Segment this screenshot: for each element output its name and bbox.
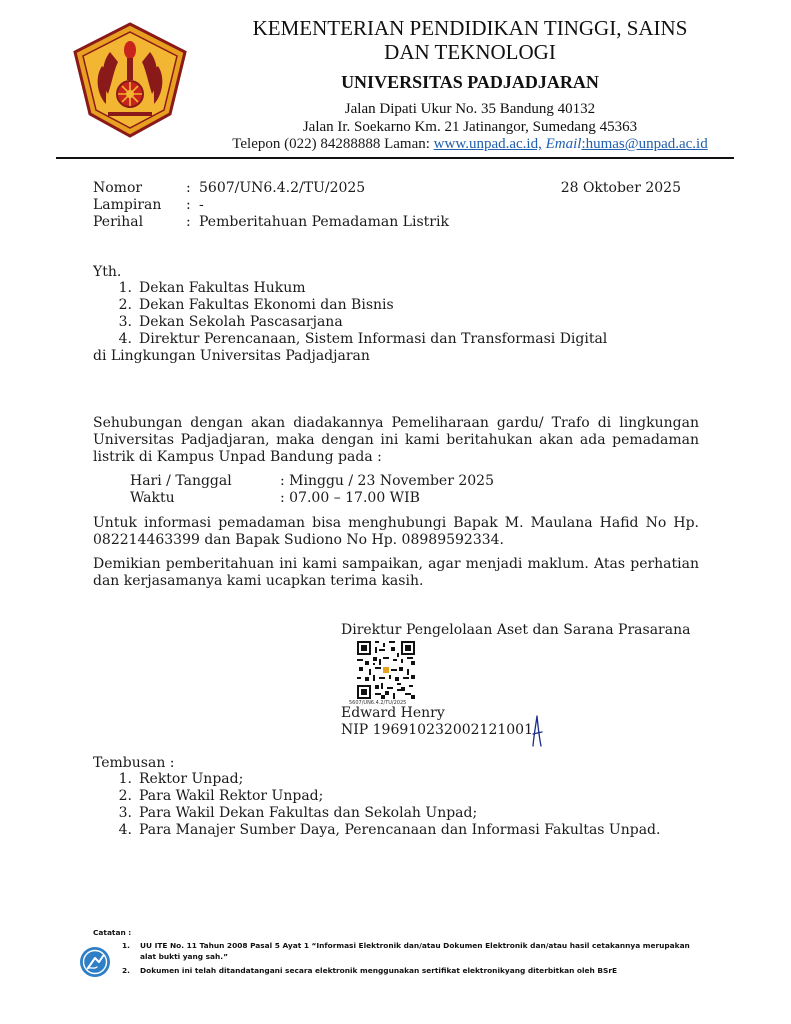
qr-caption: 5607/UN6.4.2/TU/2025: [349, 700, 407, 706]
recipient-number: 4.: [118, 331, 132, 347]
phone-text: Telepon (022) 84288888 Laman:: [232, 136, 434, 152]
letterhead-divider: [56, 157, 734, 159]
lampiran-label: Lampiran: [93, 197, 162, 213]
contact-line: [160, 135, 780, 153]
perihal-label: Perihal: [93, 214, 144, 230]
footer-note-bsre: Dokumen ini telah ditandatangani secara elektronik menggunakan sertifikat elektronikyang diterbitkan oleh BSrE: [140, 966, 618, 975]
nomor-colon: :: [186, 180, 191, 196]
recipient-item: Direktur Perencanaan, Sistem Informasi dan Transformasi Digital: [139, 331, 608, 347]
recipient-location: di Lingkungan Universitas Padjadjaran: [93, 348, 370, 364]
university-name: UNIVERSITAS PADJADJARAN: [341, 72, 599, 92]
cc-item: Rektor Unpad;: [139, 771, 244, 787]
email-link[interactable]: :humas@unpad.ac.id: [581, 136, 708, 152]
recipient-item: Dekan Fakultas Ekonomi dan Bisnis: [139, 297, 394, 313]
time-value: : 07.00 – 17.00 WIB: [280, 490, 420, 506]
day-value: : Minggu / 23 November 2025: [280, 473, 494, 489]
intro-paragraph: Sehubungan dengan akan diadakannya Pemeliharaan gardu/ Trafo di lingkungan Universitas Padjadjaran, maka dengan ini kami beritahukan akan ada pemadaman listrik di Kampus Unpad Bandung pada :: [93, 415, 699, 465]
recipient-item: Dekan Fakultas Hukum: [139, 280, 306, 296]
footer-note-label: Catatan :: [93, 928, 132, 937]
qr-code: [357, 641, 415, 699]
footer-note-number: 2.: [122, 966, 130, 975]
footer-note-ite: UU ITE No. 11 Tahun 2008 Pasal 5 Ayat 1 “Informasi Elektronik dan/atau Dokumen Elektronik dan/atau hasil cetakannya merupakan: [140, 941, 690, 950]
lampiran-value: -: [199, 197, 204, 213]
ministry-name-line1: KEMENTERIAN PENDIDIKAN TINGGI, SAINS: [252, 16, 688, 40]
cc-label: Tembusan :: [93, 755, 175, 771]
signatory-title: Direktur Pengelolaan Aset dan Sarana Prasarana: [341, 622, 691, 638]
closing-paragraph: Demikian pemberitahuan ini kami sampaikan, agar menjadi maklum. Atas perhatian dan kerjasamanya kami ucapkan terima kasih.: [93, 556, 699, 589]
cc-number: 3.: [118, 805, 132, 821]
nomor-label: Nomor: [93, 180, 143, 196]
nomor-value: 5607/UN6.4.2/TU/2025: [199, 180, 366, 196]
address-jatinangor: Jalan Ir. Soekarno Km. 21 Jatinangor, Sumedang 45363: [302, 119, 638, 135]
cc-item: Para Manajer Sumber Daya, Perencanaan dan Informasi Fakultas Unpad.: [139, 822, 661, 838]
address-bandung: Jalan Dipati Ukur No. 35 Bandung 40132: [344, 101, 596, 117]
signatory-name: Edward Henry: [341, 705, 445, 721]
salutation: Yth.: [93, 264, 122, 280]
time-label: Waktu: [130, 490, 175, 506]
recipient-number: 1.: [118, 280, 132, 296]
recipient-item: Dekan Sekolah Pascasarjana: [139, 314, 343, 330]
website-link[interactable]: www.unpad.ac.id,: [433, 136, 542, 152]
cc-number: 1.: [118, 771, 132, 787]
ministry-name-line2: DAN TEKNOLOGI: [384, 40, 556, 64]
cc-item: Para Wakil Dekan Fakultas dan Sekolah Unpad;: [139, 805, 478, 821]
day-label: Hari / Tanggal: [130, 473, 232, 489]
footer-note-number: 1.: [122, 941, 130, 950]
cc-number: 4.: [118, 822, 132, 838]
recipient-number: 2.: [118, 297, 132, 313]
contact-paragraph: Untuk informasi pemadaman bisa menghubungi Bapak M. Maulana Hafid No Hp. 082214463399 dan Bapak Sudiono No Hp. 08989592334.: [93, 515, 699, 548]
cc-number: 2.: [118, 788, 132, 804]
email-label: Email: [545, 136, 582, 152]
cc-item: Para Wakil Rektor Unpad;: [139, 788, 324, 804]
letter-date: 28 Oktober 2025: [560, 180, 681, 196]
footer-note-ite-cont: alat bukti yang sah.”: [140, 952, 228, 961]
recipient-number: 3.: [118, 314, 132, 330]
perihal-value: Pemberitahuan Pemadaman Listrik: [199, 214, 449, 230]
lampiran-colon: :: [186, 197, 191, 213]
signatory-nip: NIP 196910232002121001: [341, 722, 533, 738]
unpad-logo: [72, 22, 188, 138]
perihal-colon: :: [186, 214, 191, 230]
handwritten-initial: [529, 714, 545, 748]
bsre-seal-icon: [79, 946, 111, 978]
